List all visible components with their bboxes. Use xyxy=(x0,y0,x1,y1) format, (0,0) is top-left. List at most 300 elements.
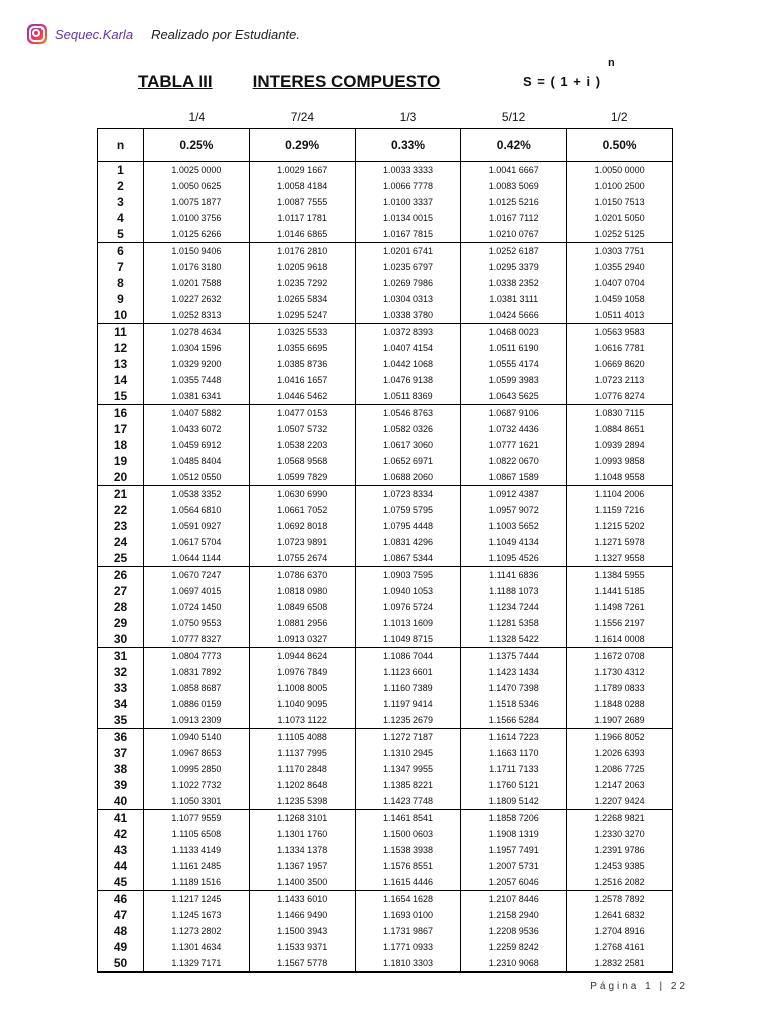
factor-cell: 1.1301 1760 xyxy=(249,826,355,842)
factor-cell: 1.0511 8369 xyxy=(355,388,461,405)
factor-cell: 1.0381 6341 xyxy=(144,388,250,405)
page-title xyxy=(138,72,440,92)
table-row xyxy=(98,874,673,891)
factor-cell: 1.0201 5050 xyxy=(567,210,673,226)
factor-cell: 1.2107 8446 xyxy=(461,891,567,908)
factor-cell: 1.1614 7223 xyxy=(461,729,567,746)
factor-cell: 1.1310 2945 xyxy=(355,745,461,761)
factor-cell: 1.0066 7778 xyxy=(355,178,461,194)
period-cell: 36 xyxy=(98,729,144,746)
period-cell: 28 xyxy=(98,599,144,615)
factor-cell: 1.0459 1058 xyxy=(567,291,673,307)
table-row xyxy=(98,356,673,372)
factor-cell: 1.1533 9371 xyxy=(249,939,355,955)
factor-cell: 1.0688 2060 xyxy=(355,469,461,486)
factor-cell: 1.0831 7892 xyxy=(144,664,250,680)
factor-cell: 1.0265 5834 xyxy=(249,291,355,307)
factor-cell: 1.1466 9490 xyxy=(249,907,355,923)
table-row xyxy=(98,923,673,939)
table-row xyxy=(98,567,673,584)
period-cell: 23 xyxy=(98,518,144,534)
factor-cell: 1.0967 8653 xyxy=(144,745,250,761)
factor-cell: 1.1049 8715 xyxy=(355,631,461,648)
factor-cell: 1.2391 9786 xyxy=(567,842,673,858)
factor-cell: 1.0033 3333 xyxy=(355,162,461,179)
factor-cell: 1.0252 8313 xyxy=(144,307,250,324)
factor-cell: 1.1245 1673 xyxy=(144,907,250,923)
factor-cell: 1.0669 8620 xyxy=(567,356,673,372)
factor-cell: 1.0755 2674 xyxy=(249,550,355,567)
factor-cell: 1.1789 0833 xyxy=(567,680,673,696)
factor-cell: 1.0568 9568 xyxy=(249,453,355,469)
factor-cell: 1.0591 0927 xyxy=(144,518,250,534)
factor-cell: 1.0616 7781 xyxy=(567,340,673,356)
factor-cell: 1.1133 4149 xyxy=(144,842,250,858)
table-row xyxy=(98,486,673,503)
factor-cell: 1.0976 5724 xyxy=(355,599,461,615)
factor-cell: 1.1160 7389 xyxy=(355,680,461,696)
period-cell: 50 xyxy=(98,955,144,972)
factor-cell: 1.1538 3938 xyxy=(355,842,461,858)
page-number: Página 1 | 22 xyxy=(590,981,688,992)
factor-cell: 1.0582 0326 xyxy=(355,421,461,437)
factor-cell: 1.2259 8242 xyxy=(461,939,567,955)
factor-cell: 1.2641 6832 xyxy=(567,907,673,923)
factor-cell: 1.1048 9558 xyxy=(567,469,673,486)
factor-cell: 1.1268 3101 xyxy=(249,810,355,827)
factor-cell: 1.2310 9068 xyxy=(461,955,567,972)
factor-cell: 1.0884 8651 xyxy=(567,421,673,437)
column-header-n: n xyxy=(98,129,144,162)
author-handle: Sequec.Karla xyxy=(55,26,134,42)
period-cell: 38 xyxy=(98,761,144,777)
period-cell: 14 xyxy=(98,372,144,388)
factor-cell: 1.1654 1628 xyxy=(355,891,461,908)
factor-cell: 1.0546 8763 xyxy=(355,405,461,422)
table-row xyxy=(98,534,673,550)
factor-cell: 1.0822 0670 xyxy=(461,453,567,469)
factor-cell: 1.0407 5882 xyxy=(144,405,250,422)
factor-cell: 1.0831 4296 xyxy=(355,534,461,550)
period-cell: 12 xyxy=(98,340,144,356)
period-cell: 22 xyxy=(98,502,144,518)
factor-cell: 1.2578 7892 xyxy=(567,891,673,908)
period-cell: 8 xyxy=(98,275,144,291)
factor-cell: 1.2330 3270 xyxy=(567,826,673,842)
table-row xyxy=(98,955,673,972)
factor-cell: 1.0201 7588 xyxy=(144,275,250,291)
factor-cell: 1.2207 9424 xyxy=(567,793,673,810)
table-row xyxy=(98,259,673,275)
table-row xyxy=(98,680,673,696)
table-row xyxy=(98,307,673,324)
factor-cell: 1.0849 6508 xyxy=(249,599,355,615)
period-cell: 9 xyxy=(98,291,144,307)
column-header-rate: 0.42% xyxy=(461,129,567,162)
factor-cell: 1.1235 5398 xyxy=(249,793,355,810)
factor-cell: 1.2268 9821 xyxy=(567,810,673,827)
period-cell: 45 xyxy=(98,874,144,891)
period-cell: 16 xyxy=(98,405,144,422)
factor-cell: 1.1095 4526 xyxy=(461,550,567,567)
table-row xyxy=(98,291,673,307)
factor-cell: 1.0804 7773 xyxy=(144,648,250,665)
fraction-label: 1/4 xyxy=(188,110,206,124)
factor-cell: 1.0303 7751 xyxy=(567,243,673,260)
factor-cell: 1.0940 5140 xyxy=(144,729,250,746)
factor-cell: 1.0446 5462 xyxy=(249,388,355,405)
factor-cell: 1.0442 1068 xyxy=(355,356,461,372)
table-row xyxy=(98,761,673,777)
factor-cell: 1.0957 9072 xyxy=(461,502,567,518)
factor-cell: 1.0167 7112 xyxy=(461,210,567,226)
factor-cell: 1.0295 3379 xyxy=(461,259,567,275)
table-row xyxy=(98,243,673,260)
factor-cell: 1.1809 5142 xyxy=(461,793,567,810)
factor-cell: 1.0555 4174 xyxy=(461,356,567,372)
table-row xyxy=(98,615,673,631)
factor-cell: 1.2704 8916 xyxy=(567,923,673,939)
table-row xyxy=(98,550,673,567)
factor-cell: 1.2208 9536 xyxy=(461,923,567,939)
factor-cell: 1.0235 6797 xyxy=(355,259,461,275)
factor-cell: 1.2516 2082 xyxy=(567,874,673,891)
period-cell: 15 xyxy=(98,388,144,405)
factor-cell: 1.1217 1245 xyxy=(144,891,250,908)
table-row xyxy=(98,664,673,680)
fraction-header-row xyxy=(144,110,672,124)
factor-cell: 1.2768 4161 xyxy=(567,939,673,955)
factor-cell: 1.0468 0023 xyxy=(461,324,567,341)
factor-cell: 1.1105 4088 xyxy=(249,729,355,746)
period-cell: 32 xyxy=(98,664,144,680)
factor-cell: 1.1271 5978 xyxy=(567,534,673,550)
period-cell: 1 xyxy=(98,162,144,179)
factor-cell: 1.0759 5795 xyxy=(355,502,461,518)
factor-cell: 1.0903 7595 xyxy=(355,567,461,584)
table-header-row xyxy=(98,129,673,162)
factor-cell: 1.1663 1170 xyxy=(461,745,567,761)
period-cell: 6 xyxy=(98,243,144,260)
factor-cell: 1.0087 7555 xyxy=(249,194,355,210)
factor-cell: 1.0325 5533 xyxy=(249,324,355,341)
factor-cell: 1.1329 7171 xyxy=(144,955,250,972)
period-cell: 35 xyxy=(98,712,144,729)
period-cell: 46 xyxy=(98,891,144,908)
factor-cell: 1.0617 3060 xyxy=(355,437,461,453)
period-cell: 49 xyxy=(98,939,144,955)
period-cell: 26 xyxy=(98,567,144,584)
factor-cell: 1.0687 9106 xyxy=(461,405,567,422)
factor-cell: 1.0643 5625 xyxy=(461,388,567,405)
factor-cell: 1.2453 9385 xyxy=(567,858,673,874)
factor-cell: 1.1123 6601 xyxy=(355,664,461,680)
factor-cell: 1.0210 0767 xyxy=(461,226,567,243)
factor-cell: 1.0407 0704 xyxy=(567,275,673,291)
factor-cell: 1.0125 6266 xyxy=(144,226,250,243)
byline: Realizado por Estudiante. xyxy=(151,26,300,42)
factor-cell: 1.1161 2485 xyxy=(144,858,250,874)
column-header-rate: 0.33% xyxy=(355,129,461,162)
factor-cell: 1.1567 5778 xyxy=(249,955,355,972)
factor-cell: 1.1367 1957 xyxy=(249,858,355,874)
factor-cell: 1.0477 0153 xyxy=(249,405,355,422)
factor-cell: 1.0692 8018 xyxy=(249,518,355,534)
table-row xyxy=(98,162,673,179)
factor-cell: 1.0150 9406 xyxy=(144,243,250,260)
period-cell: 19 xyxy=(98,453,144,469)
factor-cell: 1.1301 4634 xyxy=(144,939,250,955)
factor-cell: 1.1461 8541 xyxy=(355,810,461,827)
factor-cell: 1.0867 1589 xyxy=(461,469,567,486)
factor-cell: 1.1433 6010 xyxy=(249,891,355,908)
factor-cell: 1.1281 5358 xyxy=(461,615,567,631)
factor-cell: 1.2147 2063 xyxy=(567,777,673,793)
period-cell: 47 xyxy=(98,907,144,923)
formula-exponent: n xyxy=(608,57,615,69)
table-row xyxy=(98,372,673,388)
factor-cell: 1.0252 5125 xyxy=(567,226,673,243)
table-row xyxy=(98,388,673,405)
factor-cell: 1.1137 7995 xyxy=(249,745,355,761)
title-part-1: TABLA III xyxy=(138,72,213,91)
period-cell: 20 xyxy=(98,469,144,486)
factor-cell: 1.1730 4312 xyxy=(567,664,673,680)
factor-cell: 1.0630 6990 xyxy=(249,486,355,503)
factor-cell: 1.0252 6187 xyxy=(461,243,567,260)
factor-cell: 1.0355 2940 xyxy=(567,259,673,275)
factor-cell: 1.0913 0327 xyxy=(249,631,355,648)
column-header-rate: 0.29% xyxy=(249,129,355,162)
factor-cell: 1.1957 7491 xyxy=(461,842,567,858)
table-row xyxy=(98,891,673,908)
table-row xyxy=(98,340,673,356)
table-row xyxy=(98,518,673,534)
factor-cell: 1.0338 3780 xyxy=(355,307,461,324)
factor-cell: 1.1105 6508 xyxy=(144,826,250,842)
factor-cell: 1.1003 5652 xyxy=(461,518,567,534)
factor-cell: 1.1334 1378 xyxy=(249,842,355,858)
factor-cell: 1.1235 2679 xyxy=(355,712,461,729)
factor-cell: 1.1731 9867 xyxy=(355,923,461,939)
factor-cell: 1.0205 9618 xyxy=(249,259,355,275)
factor-cell: 1.1215 5202 xyxy=(567,518,673,534)
factor-cell: 1.0644 1144 xyxy=(144,550,250,567)
table-row xyxy=(98,729,673,746)
factor-cell: 1.0029 1667 xyxy=(249,162,355,179)
factor-cell: 1.1566 5284 xyxy=(461,712,567,729)
table-row xyxy=(98,421,673,437)
fraction-label: 1/3 xyxy=(399,110,417,124)
factor-cell: 1.0381 3111 xyxy=(461,291,567,307)
column-header-rate: 0.25% xyxy=(144,129,250,162)
factor-cell: 1.0993 9858 xyxy=(567,453,673,469)
factor-cell: 1.0944 8624 xyxy=(249,648,355,665)
instagram-icon xyxy=(27,24,47,44)
factor-cell: 1.0795 4448 xyxy=(355,518,461,534)
factor-cell: 1.0786 6370 xyxy=(249,567,355,584)
period-cell: 43 xyxy=(98,842,144,858)
factor-cell: 1.1423 1434 xyxy=(461,664,567,680)
factor-cell: 1.0459 6912 xyxy=(144,437,250,453)
factor-cell: 1.0329 9200 xyxy=(144,356,250,372)
factor-cell: 1.1159 7216 xyxy=(567,502,673,518)
factor-cell: 1.1848 0288 xyxy=(567,696,673,712)
compound-interest-table xyxy=(97,128,673,973)
factor-cell: 1.0818 0980 xyxy=(249,583,355,599)
factor-cell: 1.1202 8648 xyxy=(249,777,355,793)
factor-cell: 1.0538 3352 xyxy=(144,486,250,503)
factor-cell: 1.1771 0933 xyxy=(355,939,461,955)
factor-cell: 1.0025 0000 xyxy=(144,162,250,179)
table-row xyxy=(98,810,673,827)
title-part-2: INTERES COMPUESTO xyxy=(252,72,441,91)
period-cell: 5 xyxy=(98,226,144,243)
factor-cell: 1.0041 6667 xyxy=(461,162,567,179)
factor-cell: 1.0511 6190 xyxy=(461,340,567,356)
factor-cell: 1.0050 0625 xyxy=(144,178,250,194)
factor-cell: 1.1013 1609 xyxy=(355,615,461,631)
factor-cell: 1.0407 4154 xyxy=(355,340,461,356)
factor-cell: 1.0976 7849 xyxy=(249,664,355,680)
period-cell: 31 xyxy=(98,648,144,665)
table-row xyxy=(98,583,673,599)
table-row xyxy=(98,324,673,341)
factor-cell: 1.0830 7115 xyxy=(567,405,673,422)
factor-cell: 1.0083 5069 xyxy=(461,178,567,194)
factor-cell: 1.1008 8005 xyxy=(249,680,355,696)
period-cell: 42 xyxy=(98,826,144,842)
factor-cell: 1.1693 0100 xyxy=(355,907,461,923)
factor-cell: 1.0269 7986 xyxy=(355,275,461,291)
factor-cell: 1.0304 1596 xyxy=(144,340,250,356)
factor-cell: 1.1500 3943 xyxy=(249,923,355,939)
factor-cell: 1.0476 9138 xyxy=(355,372,461,388)
table-row xyxy=(98,745,673,761)
factor-cell: 1.0385 8736 xyxy=(249,356,355,372)
table-body xyxy=(98,162,673,973)
factor-cell: 1.0776 8274 xyxy=(567,388,673,405)
factor-cell: 1.1966 8052 xyxy=(567,729,673,746)
table-row xyxy=(98,469,673,486)
factor-cell: 1.1328 5422 xyxy=(461,631,567,648)
factor-cell: 1.0201 6741 xyxy=(355,243,461,260)
factor-cell: 1.1273 2802 xyxy=(144,923,250,939)
fraction-label: 7/24 xyxy=(290,110,315,124)
table-row xyxy=(98,599,673,615)
table-row xyxy=(98,631,673,648)
factor-cell: 1.0355 6695 xyxy=(249,340,355,356)
period-cell: 7 xyxy=(98,259,144,275)
factor-cell: 1.0304 0313 xyxy=(355,291,461,307)
factor-cell: 1.2007 5731 xyxy=(461,858,567,874)
period-cell: 10 xyxy=(98,307,144,324)
factor-cell: 1.0652 6971 xyxy=(355,453,461,469)
table-row xyxy=(98,712,673,729)
factor-cell: 1.0125 5216 xyxy=(461,194,567,210)
factor-cell: 1.1858 7206 xyxy=(461,810,567,827)
factor-cell: 1.0886 0159 xyxy=(144,696,250,712)
period-cell: 13 xyxy=(98,356,144,372)
factor-cell: 1.1170 2848 xyxy=(249,761,355,777)
factor-cell: 1.1907 2689 xyxy=(567,712,673,729)
table-row xyxy=(98,405,673,422)
factor-cell: 1.0058 4184 xyxy=(249,178,355,194)
table-row xyxy=(98,858,673,874)
factor-cell: 1.1908 1319 xyxy=(461,826,567,842)
factor-cell: 1.0697 4015 xyxy=(144,583,250,599)
factor-cell: 1.1385 8221 xyxy=(355,777,461,793)
factor-cell: 1.0913 2309 xyxy=(144,712,250,729)
factor-cell: 1.0723 2113 xyxy=(567,372,673,388)
period-cell: 11 xyxy=(98,324,144,341)
table-row xyxy=(98,437,673,453)
factor-cell: 1.0100 3337 xyxy=(355,194,461,210)
factor-cell: 1.0777 8327 xyxy=(144,631,250,648)
factor-cell: 1.0146 6865 xyxy=(249,226,355,243)
table-row xyxy=(98,226,673,243)
factor-cell: 1.1188 1073 xyxy=(461,583,567,599)
column-header-rate: 0.50% xyxy=(567,129,673,162)
factor-cell: 1.1049 4134 xyxy=(461,534,567,550)
table-row xyxy=(98,178,673,194)
factor-cell: 1.0134 0015 xyxy=(355,210,461,226)
factor-cell: 1.0617 5704 xyxy=(144,534,250,550)
table-row xyxy=(98,842,673,858)
period-cell: 21 xyxy=(98,486,144,503)
factor-cell: 1.0912 4387 xyxy=(461,486,567,503)
factor-cell: 1.0732 4436 xyxy=(461,421,567,437)
factor-cell: 1.1810 3303 xyxy=(355,955,461,972)
factor-cell: 1.1141 6836 xyxy=(461,567,567,584)
factor-cell: 1.1272 7187 xyxy=(355,729,461,746)
factor-cell: 1.2086 7725 xyxy=(567,761,673,777)
table-row xyxy=(98,648,673,665)
factor-cell: 1.0355 7448 xyxy=(144,372,250,388)
factor-cell: 1.1400 3500 xyxy=(249,874,355,891)
header xyxy=(27,24,300,44)
period-cell: 37 xyxy=(98,745,144,761)
table-row xyxy=(98,907,673,923)
factor-cell: 1.0723 9891 xyxy=(249,534,355,550)
factor-cell: 1.0881 2956 xyxy=(249,615,355,631)
period-cell: 41 xyxy=(98,810,144,827)
factor-cell: 1.2158 2940 xyxy=(461,907,567,923)
factor-cell: 1.0723 8334 xyxy=(355,486,461,503)
factor-cell: 1.2026 6393 xyxy=(567,745,673,761)
factor-cell: 1.0670 7247 xyxy=(144,567,250,584)
table-row xyxy=(98,453,673,469)
period-cell: 29 xyxy=(98,615,144,631)
period-cell: 3 xyxy=(98,194,144,210)
table-row xyxy=(98,194,673,210)
factor-cell: 1.1347 9955 xyxy=(355,761,461,777)
factor-cell: 1.0858 8687 xyxy=(144,680,250,696)
period-cell: 2 xyxy=(98,178,144,194)
period-cell: 24 xyxy=(98,534,144,550)
factor-cell: 1.2832 2581 xyxy=(567,955,673,972)
factor-cell: 1.1470 7398 xyxy=(461,680,567,696)
period-cell: 44 xyxy=(98,858,144,874)
table-row xyxy=(98,696,673,712)
factor-cell: 1.1672 0708 xyxy=(567,648,673,665)
period-cell: 17 xyxy=(98,421,144,437)
factor-cell: 1.0750 9553 xyxy=(144,615,250,631)
factor-cell: 1.1760 5121 xyxy=(461,777,567,793)
factor-cell: 1.0939 2894 xyxy=(567,437,673,453)
factor-cell: 1.2057 6046 xyxy=(461,874,567,891)
factor-cell: 1.0176 3180 xyxy=(144,259,250,275)
